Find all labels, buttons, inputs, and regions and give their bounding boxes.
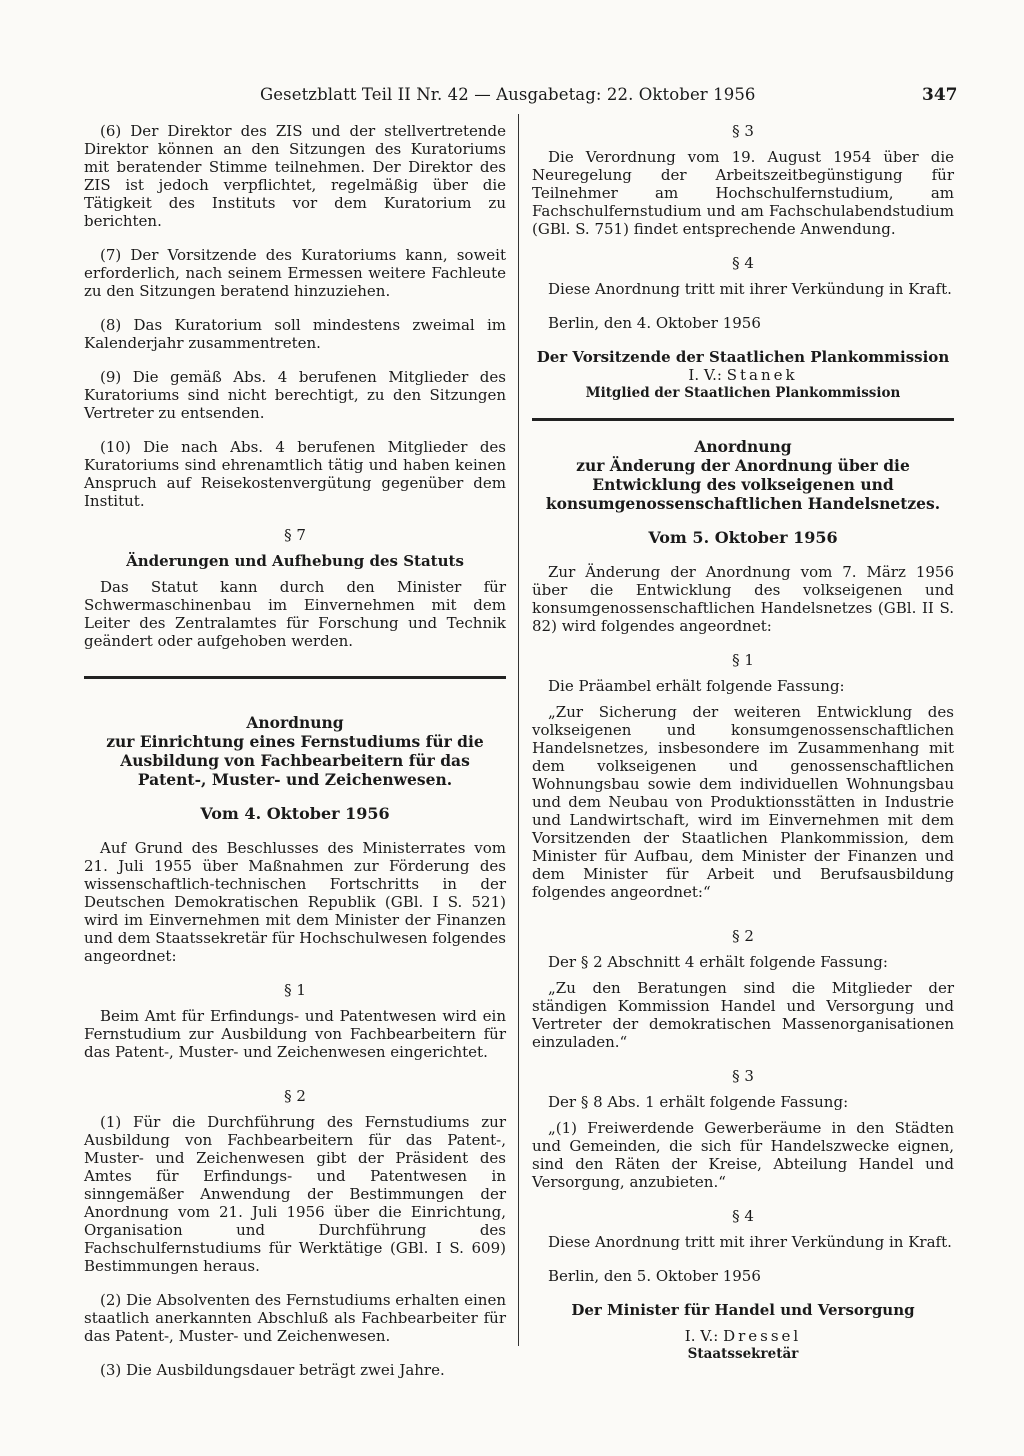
section-1-number: § 1: [284, 981, 306, 999]
signatory-name: Stanek: [726, 366, 798, 384]
paragraph-6: (6) Der Direktor des ZIS und der stellvertretende Direktor können an den Sitzungen des Kuratoriums mit beratender Stimme teilnehmen. Der Direktor des ZIS ist jedoch verpflichtet, regelmäßig über die Tätigkeit des Instituts vor dem Kuratorium zu berichten.: [84, 122, 506, 230]
decree2-date: Vom 5. Oktober 1956: [648, 528, 838, 547]
decree2-section-2-quote: „Zu den Beratungen sind die Mitglieder der ständigen Kommission Handel und Versorgung und Vertreter der demokratischen Massenorganisationen einzuladen.“: [532, 979, 954, 1051]
signatory2-name-line: [532, 1327, 954, 1345]
page-header: [0, 86, 1024, 108]
section-3-text: Die Verordnung vom 19. August 1954 über die Neuregelung der Arbeitszeitbegünstigung für Teilnehmer am Hochschulfernstudium, am Fachschulfernstudium und am Fachschulabendstudium (GBl. S. 751) findet entsprechende Anwendung.: [532, 148, 954, 238]
page-number: 347: [922, 85, 958, 105]
section-2-number: § 2: [284, 1087, 306, 1105]
signatory2-role: Staatssekretär: [687, 1346, 799, 1362]
paragraph-8: (8) Das Kuratorium soll mindestens zweimal im Kalenderjahr zusammentreten.: [84, 316, 506, 352]
section-7-text: Das Statut kann durch den Minister für Schwermaschinenbau im Einvernehmen mit dem Leiter des Zentralamtes für Forschung und Technik geändert oder aufgehoben werden.: [84, 578, 506, 650]
section-2-paragraph-1: (1) Für die Durchführung des Fernstudiums zur Ausbildung von Fachbearbeitern für das Patent-, Muster- und Zeichenwesen gibt der Präsident des Amtes für Erfindungs- und Patentwesen in sinngemäßer Anwendung der Bestimmungen der Anordnung vom 21. Juli 1956 über die Einrichtung, Organisation und Durchführung des Fachschulfernstudiums für Werktätige (GBl. I S. 609) Bestimmungen heraus.: [84, 1113, 506, 1275]
decree2-section-4-number: § 4: [732, 1207, 754, 1225]
decree-date: Vom 4. Oktober 1956: [200, 804, 390, 823]
paragraph-9: (9) Die gemäß Abs. 4 berufenen Mitglieder des Kuratoriums sind nicht berechtigt, zu den Sitzungen Vertreter zu entsenden.: [84, 368, 506, 422]
decree2-section-4-text: Diese Anordnung tritt mit ihrer Verkündung in Kraft.: [548, 1233, 952, 1251]
decree2-section-3-intro: Der § 8 Abs. 1 erhält folgende Fassung:: [548, 1093, 849, 1111]
decree-title-heading: Anordnung: [246, 713, 344, 732]
header-title: Gesetzblatt Teil II Nr. 42 — Ausgabetag: 22. Oktober 1956: [260, 85, 756, 104]
left-column: [84, 122, 506, 1379]
place-date-2: Berlin, den 5. Oktober 1956: [548, 1267, 761, 1285]
signatory2-prefix: I. V.:: [684, 1327, 719, 1345]
decree2-section-2-number: § 2: [732, 927, 754, 945]
paragraph-7: (7) Der Vorsitzende des Kuratoriums kann, soweit erforderlich, nach seinem Ermessen weitere Fachleute zu den Sitzungen beratend hinzuziehen.: [84, 246, 506, 300]
signatory-role: Mitglied der Staatlichen Plankommission: [585, 385, 901, 401]
decree2-section-1-intro: Die Präambel erhält folgende Fassung:: [548, 677, 845, 695]
place-date: Berlin, den 4. Oktober 1956: [548, 314, 761, 332]
section-3-number: § 3: [732, 122, 754, 140]
section-1-text: Beim Amt für Erfindungs- und Patentwesen wird ein Fernstudium zur Ausbildung von Fachbearbeitern für das Patent-, Muster- und Zeichenwesen eingerichtet.: [84, 1007, 506, 1061]
decree2-section-1-number: § 1: [732, 651, 754, 669]
section-7-title: Änderungen und Aufhebung des Statuts: [126, 552, 464, 570]
column-divider: [518, 114, 519, 1346]
signatory-prefix: I. V.:: [688, 366, 722, 384]
decree2-section-3-number: § 3: [732, 1067, 754, 1085]
paragraph-10: (10) Die nach Abs. 4 berufenen Mitglieder des Kuratoriums sind ehrenamtlich tätig und haben keinen Anspruch auf Reisekostenvergütung gegenüber dem Institut.: [84, 438, 506, 510]
decree2-preamble: Zur Änderung der Anordnung vom 7. März 1956 über die Entwicklung des volkseigenen und konsumgenossenschaftlichen Handelsnetzes (GBl. II S. 82) wird folgendes angeordnet:: [532, 563, 954, 635]
decree2-section-1-quote: „Zur Sicherung der weiteren Entwicklung des volkseigenen und konsumgenossenschaftlichen Handelsnetzes, insbesondere im Zusammenhang mit dem volkseigenen und genossenschaftlichen Wohnungsbau sowie dem individuellen Wohnungsbau und dem Neubau von Produktionsstätten in Industrie und Landwirtschaft, wird im Einvernehmen mit dem Vorsitzenden der Staatlichen Plankommission, dem Minister für Aufbau, dem Minister der Finanzen und dem Minister für Arbeit und Berufsausbildung folgendes angeordnet:“: [532, 703, 954, 901]
section-2-paragraph-3: (3) Die Ausbildungsdauer beträgt zwei Jahre.: [100, 1361, 445, 1379]
signatory2-name: Dressel: [723, 1327, 802, 1345]
signatory-organization: Der Vorsitzende der Staatlichen Plankommission: [536, 348, 950, 366]
decree2-title-heading: Anordnung: [694, 437, 792, 456]
signatory-name-line: [532, 366, 954, 384]
section-7-number: § 7: [284, 526, 306, 544]
section-4-number: § 4: [732, 254, 754, 272]
section-2-paragraph-2: (2) Die Absolventen des Fernstudiums erhalten einen staatlich anerkannten Abschluß als Fachbearbeiter für das Patent-, Muster- und Zeichenwesen.: [84, 1291, 506, 1345]
section-4-text: Diese Anordnung tritt mit ihrer Verkündung in Kraft.: [548, 280, 952, 298]
right-column: [532, 122, 954, 1363]
decree-title-subject: zur Einrichtung eines Fernstudiums für die Ausbildung von Fachbearbeitern für das Patent-, Muster- und Zeichenwesen.: [106, 732, 484, 789]
decree-preamble: Auf Grund des Beschlusses des Ministerrates vom 21. Juli 1955 über Maßnahmen zur Förderung des wissenschaftlich-technischen Fortschritts in der Deutschen Demokratischen Republik (GBl. I S. 521) wird im Einvernehmen mit dem Minister der Finanzen und dem Staatssekretär für Hochschulwesen folgendes angeordnet:: [84, 839, 506, 965]
decree2-title-subject: zur Änderung der Anordnung über die Entwicklung des volkseigenen und konsumgenossenschaftlichen Handelsnetzes.: [545, 456, 941, 513]
signatory2-organization: Der Minister für Handel und Versorgung: [571, 1301, 915, 1319]
decree2-section-2-intro: Der § 2 Abschnitt 4 erhält folgende Fassung:: [548, 953, 888, 971]
decree2-section-3-quote: „(1) Freiwerdende Gewerberäume in den Städten und Gemeinden, die sich für Handelszwecke eignen, sind den Räten der Kreise, Abteilung Handel und Versorgung, anzubieten.“: [532, 1119, 954, 1191]
